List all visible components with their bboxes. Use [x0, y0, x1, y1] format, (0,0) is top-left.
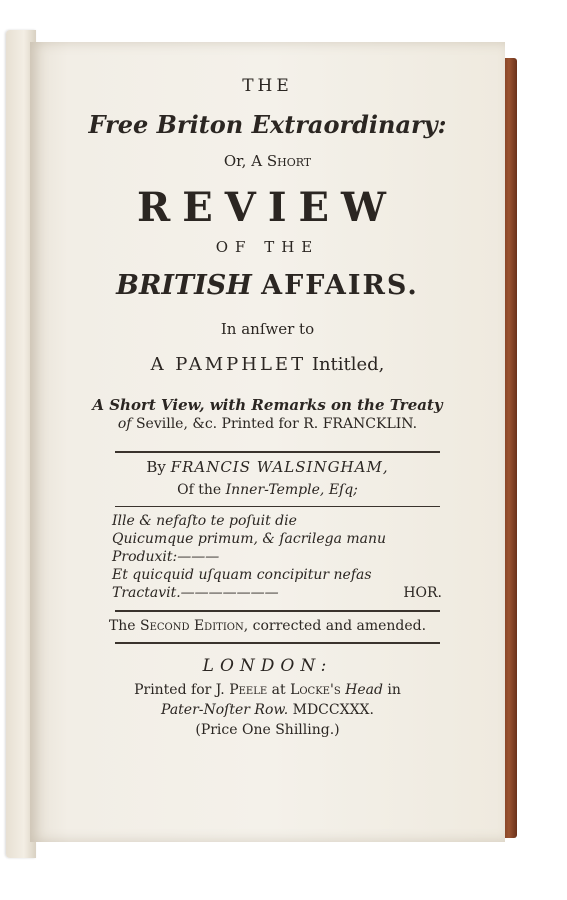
title-review: REVIEW [137, 184, 398, 231]
author-name: FRANCIS WALSINGHAM, [170, 458, 389, 476]
author-esq: Eſq; [328, 482, 358, 498]
motto-line-2: Quicumque primum, & ſacrilega manu [112, 531, 387, 547]
title-or-a-short [30, 152, 505, 170]
seville-of: of [117, 416, 132, 432]
imprint-peele: Peele [229, 682, 268, 698]
motto-line-5 [112, 584, 442, 602]
imprint-printed: Printed for J. [134, 682, 225, 698]
imprint-pater: Pater-Noſter Row. [161, 702, 289, 718]
motto-line-4: Et quicquid uſquam concipitur nefas [112, 567, 372, 583]
rule-4 [115, 642, 440, 644]
motto-line-3: Produxit:——— [112, 549, 220, 565]
title-british: BRITISH [116, 270, 252, 301]
author-line [30, 458, 505, 476]
imprint-head: Head [345, 682, 383, 698]
title-the: THE [242, 76, 293, 96]
author-affiliation [30, 482, 505, 498]
seville-line [30, 416, 505, 432]
title-of-the: OF THE [215, 238, 320, 256]
edition-line [30, 618, 505, 634]
title-affairs: AFFAIRS. [261, 270, 419, 301]
rule-3 [115, 610, 440, 612]
edition-the: The [108, 618, 136, 634]
imprint-at: at [271, 682, 286, 698]
imprint-year: MDCCXXX. [292, 702, 374, 718]
imprint-london: LONDON: [202, 656, 333, 676]
imprint-in: in [387, 682, 401, 698]
rule-1 [115, 451, 440, 453]
title-british-affairs [30, 270, 505, 301]
intitled: Intitled, [311, 354, 385, 375]
motto-line-1: Ille & nefaſto te poſuit die [112, 513, 297, 529]
title-page [30, 42, 505, 842]
motto-line-5-text: Tractavit.——————— [112, 585, 279, 601]
edition-rest: corrected and amended. [252, 618, 427, 634]
author-of-the: Of the [177, 482, 222, 498]
motto-source: HOR. [403, 585, 442, 601]
imprint-printed-line [30, 682, 505, 698]
author-temple: Inner-Temple, [225, 482, 325, 498]
imprint-address-line [30, 702, 505, 718]
pamphlet: A PAMPHLET [150, 354, 307, 375]
author-by: By [146, 458, 166, 476]
francklin: R. FRANCKLIN. [303, 416, 418, 432]
title-short: Short [266, 152, 312, 170]
title-or-a: Or, A [223, 152, 263, 170]
imprint-price: (Price One Shilling.) [195, 722, 340, 738]
imprint-lockes: Locke's [290, 682, 341, 698]
in-answer-to: In anſwer to [220, 320, 315, 338]
title-free-briton: Free Briton Extraordinary: [88, 110, 447, 139]
pamphlet-line [30, 354, 505, 375]
short-view-line: A Short View, with Remarks on the Treaty [92, 396, 443, 414]
latin-motto [112, 512, 442, 602]
seville-text: Seville, &c. Printed for [135, 416, 299, 432]
rule-2 [115, 506, 440, 507]
edition-second: Second Edition, [140, 618, 249, 634]
